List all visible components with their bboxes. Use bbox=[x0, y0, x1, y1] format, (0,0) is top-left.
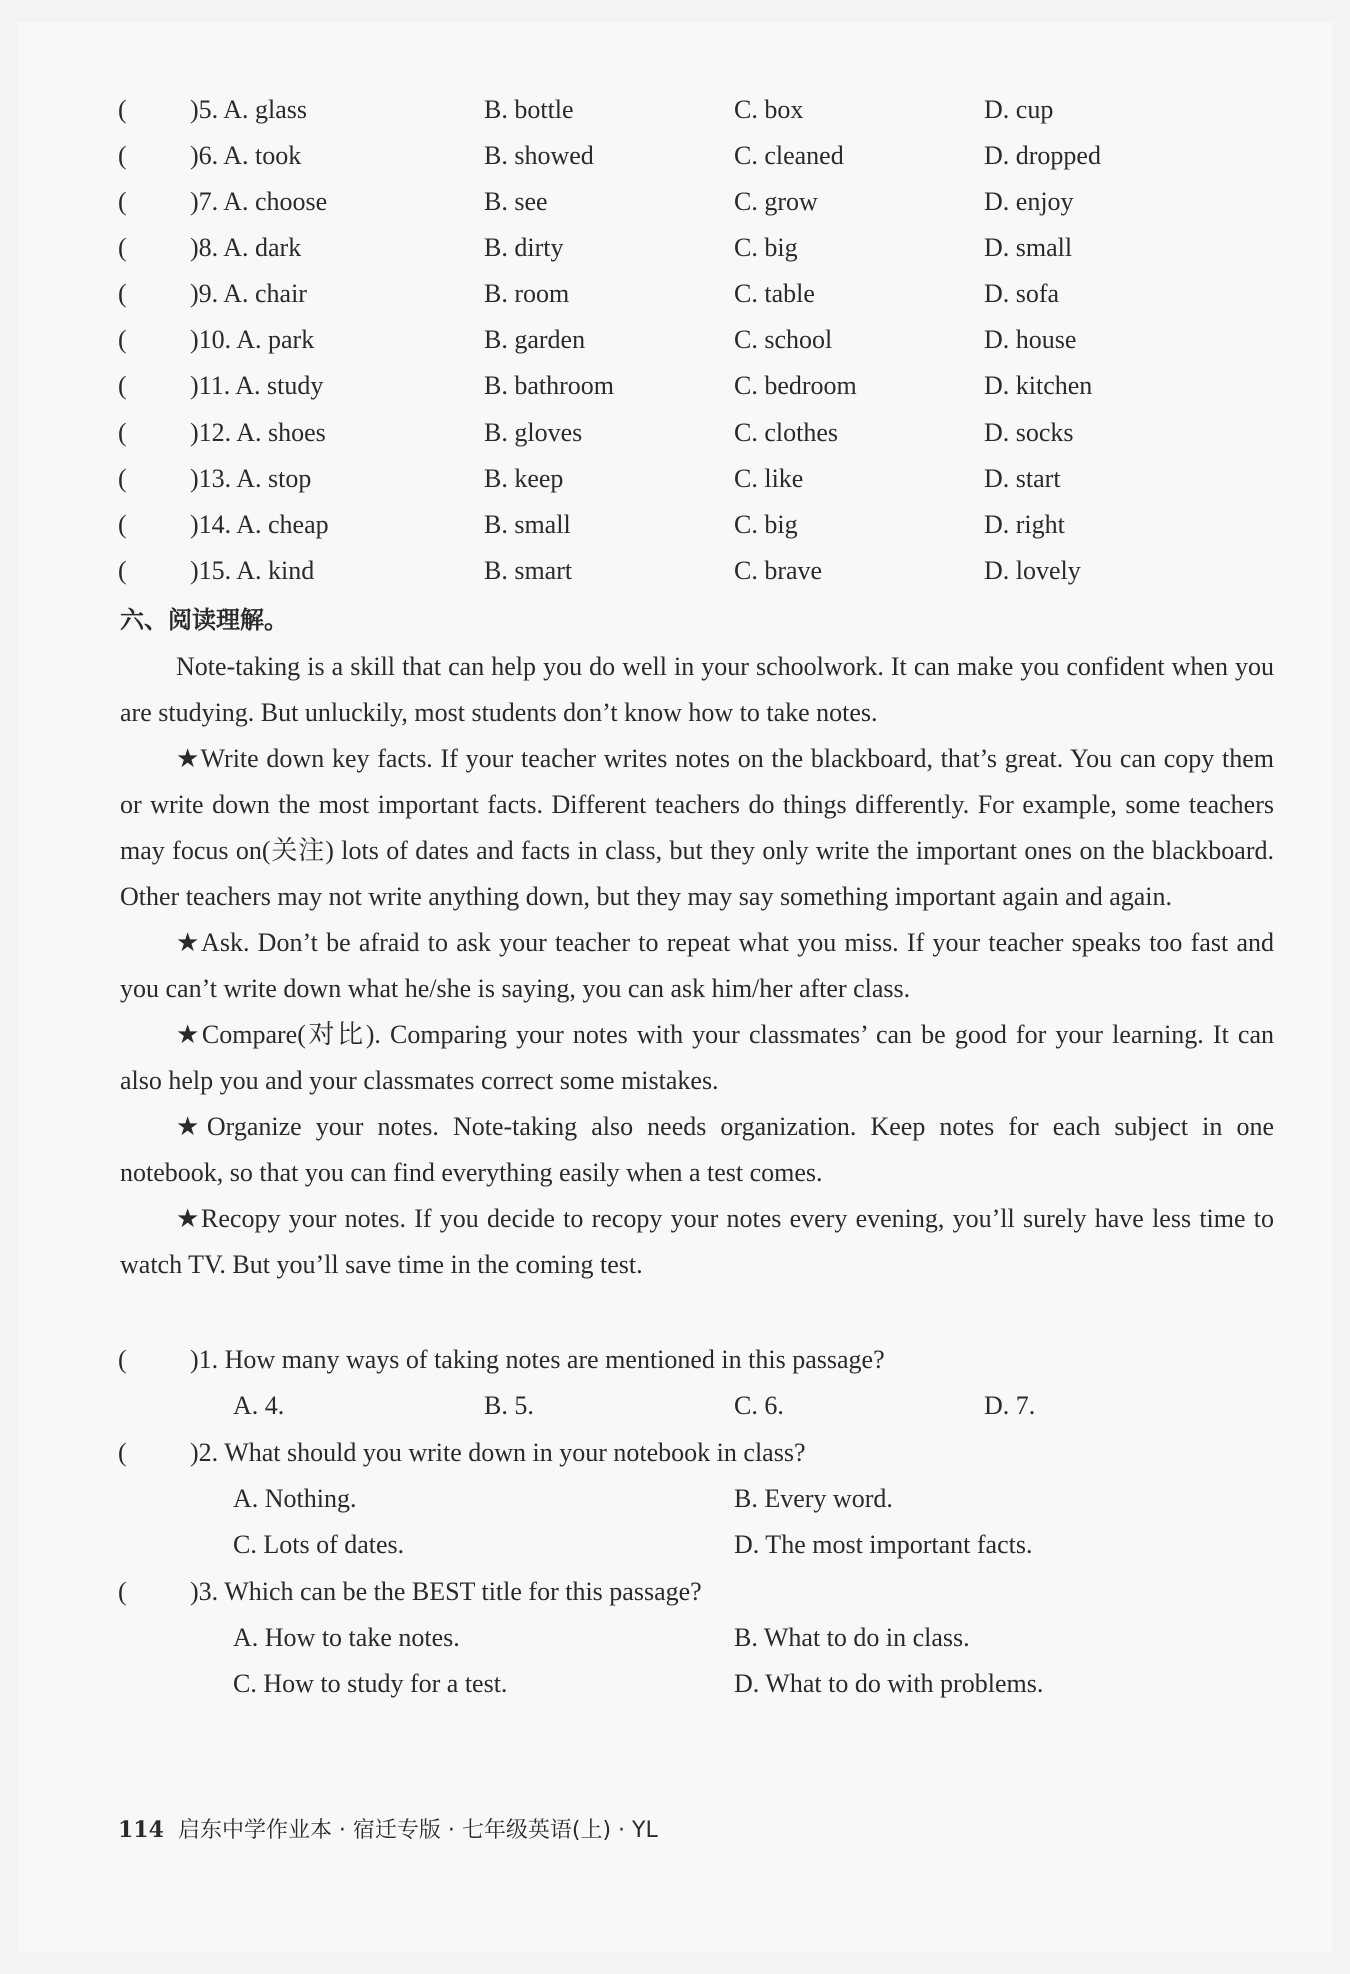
question-stem: )2. What should you write down in your notebook in class? bbox=[190, 1438, 806, 1467]
option-a: A. How to take notes. bbox=[233, 1623, 460, 1652]
option-a: )8. A. dark bbox=[190, 233, 302, 262]
passage-paragraph: ★Recopy your notes. If you decide to recopy your notes every evening, you’ll surely have less time to watch TV. But you’ll save time in the coming test. bbox=[120, 1204, 1274, 1279]
answer-paren: ( bbox=[118, 141, 127, 170]
answer-paren: ( bbox=[118, 233, 127, 262]
option-a: )10. A. park bbox=[190, 325, 315, 354]
option-d: D. sofa bbox=[984, 279, 1060, 308]
option-a: )15. A. kind bbox=[190, 556, 315, 585]
option-c: C. cleaned bbox=[734, 141, 844, 170]
question-stem: )3. Which can be the BEST title for this passage? bbox=[190, 1577, 702, 1606]
option-c: C. like bbox=[734, 464, 804, 493]
answer-paren: ( bbox=[118, 325, 127, 354]
option-c: C. bedroom bbox=[734, 371, 857, 400]
option-a: )5. A. glass bbox=[190, 95, 307, 124]
passage-paragraph: Note-taking is a skill that can help you do well in your schoolwork. It can make you confident when you are studying. But unluckily, most students don’t know how to take notes. bbox=[120, 652, 1274, 727]
answer-paren: ( bbox=[118, 556, 127, 585]
answer-paren: ( bbox=[118, 95, 127, 124]
option-c: C. school bbox=[734, 325, 833, 354]
option-d: D. dropped bbox=[984, 141, 1101, 170]
answer-paren: ( bbox=[118, 371, 127, 400]
option-b: B. room bbox=[484, 279, 570, 308]
option-a: )9. A. chair bbox=[190, 279, 307, 308]
option-a: )12. A. shoes bbox=[190, 418, 326, 447]
option-b: B. keep bbox=[484, 464, 564, 493]
option-b: B. dirty bbox=[484, 233, 564, 262]
reading-passage bbox=[120, 644, 1274, 1288]
option-a: )13. A. stop bbox=[190, 464, 312, 493]
option-a: )6. A. took bbox=[190, 141, 302, 170]
option-b: B. gloves bbox=[484, 418, 583, 447]
option-d: D. small bbox=[984, 233, 1073, 262]
option-a: A. 4. bbox=[233, 1391, 285, 1420]
option-b: B. small bbox=[484, 510, 571, 539]
option-c: C. grow bbox=[734, 187, 818, 216]
option-d: D. What to do with problems. bbox=[734, 1669, 1044, 1698]
option-d: D. enjoy bbox=[984, 187, 1074, 216]
option-b: B. see bbox=[484, 187, 548, 216]
option-d: D. cup bbox=[984, 95, 1054, 124]
option-c: C. clothes bbox=[734, 418, 838, 447]
option-d: D. socks bbox=[984, 418, 1074, 447]
answer-paren: ( bbox=[118, 1438, 127, 1467]
option-c: C. table bbox=[734, 279, 815, 308]
option-b: B. What to do in class. bbox=[734, 1623, 970, 1652]
option-a: )7. A. choose bbox=[190, 187, 328, 216]
option-b: B. smart bbox=[484, 556, 573, 585]
section-heading: 六、阅读理解。 bbox=[120, 606, 288, 634]
passage-paragraph: ★Write down key facts. If your teacher writes notes on the blackboard, that’s great. You can copy them or write down the most important facts. Different teachers do things differently. For example, some teachers may focus on(关注) lots of dates and facts in class, but they only write the important ones on the blackboard. Other teachers may not write anything down, but they may say something important again and again. bbox=[120, 744, 1274, 911]
book-title: 启东中学作业本 · 宿迁专版 · 七年级英语(上) · YL bbox=[177, 1818, 658, 1843]
option-c: C. brave bbox=[734, 556, 823, 585]
option-b: B. bottle bbox=[484, 95, 574, 124]
option-b: B. Every word. bbox=[734, 1484, 893, 1513]
option-d: D. 7. bbox=[984, 1391, 1036, 1420]
option-d: D. kitchen bbox=[984, 371, 1093, 400]
passage-paragraph: ★Ask. Don’t be afraid to ask your teacher to repeat what you miss. If your teacher speaks too fast and you can’t write down what he/she is saying, you can ask him/her after class. bbox=[120, 928, 1274, 1003]
answer-paren: ( bbox=[118, 1345, 127, 1374]
answer-paren: ( bbox=[118, 464, 127, 493]
page-footer bbox=[118, 1812, 658, 1849]
option-b: B. 5. bbox=[484, 1391, 534, 1420]
option-b: B. showed bbox=[484, 141, 594, 170]
option-c: C. big bbox=[734, 233, 798, 262]
answer-paren: ( bbox=[118, 510, 127, 539]
option-a: A. Nothing. bbox=[233, 1484, 357, 1513]
passage-paragraph: ★Compare(对比). Comparing your notes with your classmates’ can be good for your learning. It can also help you and your classmates correct some mistakes. bbox=[120, 1020, 1274, 1095]
question-stem: )1. How many ways of taking notes are mentioned in this passage? bbox=[190, 1345, 885, 1374]
answer-paren: ( bbox=[118, 418, 127, 447]
option-d: D. right bbox=[984, 510, 1065, 539]
option-d: D. house bbox=[984, 325, 1077, 354]
option-a: )11. A. study bbox=[190, 371, 324, 400]
option-c: C. 6. bbox=[734, 1391, 784, 1420]
option-d: D. The most important facts. bbox=[734, 1530, 1033, 1559]
option-a: )14. A. cheap bbox=[190, 510, 329, 539]
option-d: D. lovely bbox=[984, 556, 1081, 585]
option-c: C. big bbox=[734, 510, 798, 539]
answer-paren: ( bbox=[118, 187, 127, 216]
page-number: 114 bbox=[118, 1817, 164, 1843]
option-b: B. garden bbox=[484, 325, 586, 354]
option-c: C. Lots of dates. bbox=[233, 1530, 405, 1559]
option-c: C. How to study for a test. bbox=[233, 1669, 508, 1698]
option-d: D. start bbox=[984, 464, 1061, 493]
answer-paren: ( bbox=[118, 1577, 127, 1606]
option-c: C. box bbox=[734, 95, 804, 124]
option-b: B. bathroom bbox=[484, 371, 614, 400]
answer-paren: ( bbox=[118, 279, 127, 308]
passage-paragraph: ★Organize your notes. Note-taking also needs organization. Keep notes for each subject in one notebook, so that you can find everything easily when a test comes. bbox=[120, 1112, 1274, 1187]
